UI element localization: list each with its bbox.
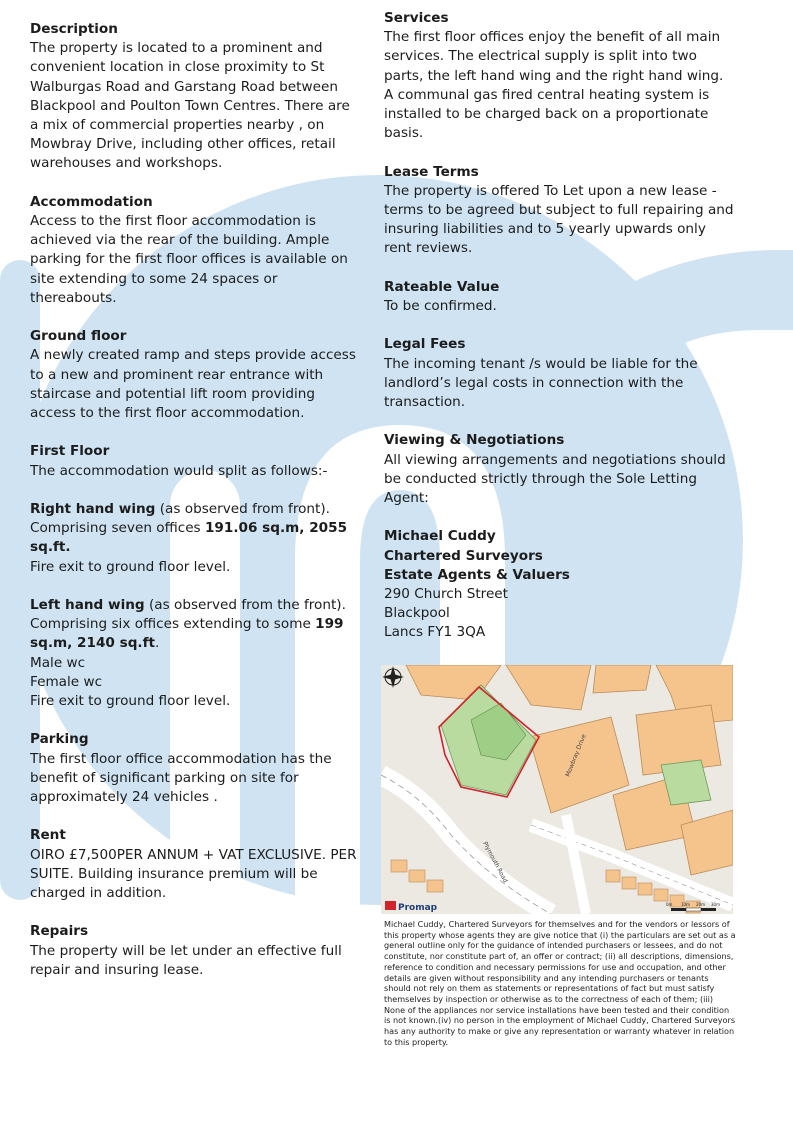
left-hand-wing-section	[30, 596, 360, 711]
services-heading: Services	[384, 10, 449, 26]
legal-fees-heading: Legal Fees	[384, 336, 466, 353]
rateable-value-section	[384, 278, 736, 316]
right-wing-title-note: (as observed from front).	[155, 501, 331, 518]
map-scale-tick-0: 0m	[666, 902, 673, 907]
right-hand-wing-section	[30, 500, 360, 577]
accommodation-section	[30, 193, 360, 308]
left-wing-title-line	[30, 596, 360, 615]
lease-terms-heading: Lease Terms	[384, 163, 479, 180]
location-map-drawing	[381, 665, 733, 914]
repairs-text: The property will be let under an effective full repair and insuring lease.	[30, 942, 342, 978]
right-wing-size: 191.06 sq.m, 2055 sq.ft.	[30, 520, 348, 556]
left-wing-size-end: .	[155, 635, 160, 652]
agent-address-postcode: Lancs FY1 3QA	[384, 624, 486, 641]
accommodation-heading: Accommodation	[30, 193, 153, 210]
rent-heading: Rent	[30, 827, 66, 844]
services-section	[384, 9, 736, 143]
map-scale-tick-3: 30m	[711, 902, 720, 907]
right-column	[384, 9, 736, 662]
rateable-value-heading: Rateable Value	[384, 278, 500, 295]
viewing-text: All viewing arrangements and negotiations should be conducted strictly through the Sole Letting Agent:	[384, 451, 726, 507]
left-wing-size-line	[30, 615, 360, 653]
right-wing-title-line	[30, 500, 360, 519]
description-heading: Description	[30, 21, 118, 37]
right-wing-comprising: Comprising seven offices	[30, 520, 205, 537]
lease-terms-section	[384, 163, 736, 259]
rent-text: OIRO £7,500PER ANNUM + VAT EXCLUSIVE. PER SUITE. Building insurance premium will be charged in addition.	[30, 846, 357, 902]
left-column	[30, 20, 360, 999]
parking-text: The first floor office accommodation has the benefit of significant parking on site for approximately 24 vehicles .	[30, 750, 332, 806]
left-wing-title-note: (as observed from the front).	[144, 597, 346, 614]
location-map	[381, 665, 733, 914]
left-wing-title: Left hand wing	[30, 597, 145, 614]
rent-section	[30, 826, 360, 903]
first-floor-text: The accommodation would split as follows:-	[30, 462, 328, 479]
accommodation-text: Access to the first floor accommodation is achieved via the rear of the building. Ample parking for the first floor offices is available on site extending to some 24 spaces or thereabouts.	[30, 213, 348, 306]
ground-floor-text: A newly created ramp and steps provide access to a new and prominent rear entrance with staircase and potential lift room providing access to the first floor accommodation.	[30, 347, 356, 422]
viewing-section	[384, 431, 736, 508]
agent-block	[384, 527, 736, 642]
lease-terms-text: The property is offered To Let upon a new lease - terms to be agreed but subject to full repairing and insuring liabilities and to 5 yearly upwards only rent reviews.	[384, 182, 734, 257]
description-section	[30, 20, 360, 174]
right-wing-title: Right hand wing	[30, 501, 156, 518]
description-text: The property is located to a prominent and convenient location in close proximity to St Walburgas Road and Garstang Road between Blackpool and Poulton Town Centres. There are a mix of commercial properties nearby , on Mowbray Drive, including other offices, retail warehouses and workshops.	[30, 40, 350, 172]
first-floor-heading: First Floor	[30, 443, 110, 460]
agent-title-1: Chartered Surveyors	[384, 547, 543, 564]
left-wing-male-wc: Male wc	[30, 654, 86, 671]
viewing-heading: Viewing & Negotiations	[384, 432, 565, 449]
rateable-value-text: To be confirmed.	[384, 298, 497, 315]
parking-heading: Parking	[30, 731, 89, 748]
legal-fees-text: The incoming tenant /s would be liable for the landlord’s legal costs in connection with the transaction.	[384, 355, 698, 411]
legal-fees-section	[384, 335, 736, 412]
ground-floor-heading: Ground floor	[30, 328, 127, 345]
services-text: The first floor offices enjoy the benefit of all main services. The electrical supply is split into two parts, the left hand wing and the right hand wing.	[384, 29, 724, 84]
map-road-label-mowbray: Mowbray Drive	[564, 733, 588, 778]
left-wing-fire-exit: Fire exit to ground floor level.	[30, 693, 231, 710]
left-wing-size: 199 sq.m, 2140 sq.ft	[30, 616, 344, 652]
agent-name: Michael Cuddy	[384, 528, 496, 545]
map-scale-tick-1: 10m	[681, 902, 690, 907]
agent-title-2: Estate Agents & Valuers	[384, 566, 570, 583]
map-road-label-plymouth: Plymouth Road	[481, 840, 509, 884]
repairs-section	[30, 922, 360, 980]
agent-address-town: Blackpool	[384, 605, 450, 622]
map-scale-tick-2: 20m	[696, 902, 705, 907]
disclaimer-text: Michael Cuddy, Chartered Surveyors for themselves and for the vendors or lessors of this property whose agents they are give notice that (i) the particulars are set out as a general outline only for the guidance of intended purchasers or lessees, and do not constitute, nor constitute part of, an offer or contract; (ii) all descriptions, dimensions, reference to condition and necessary permissions for use and occupation, and other details are given without responsibility and any intending purchasers or tenants should not rely on them as statements or representations of fact but must satisfy themselves by inspection or otherwise as to the correctness of each of them; (iii) None of the appliances nor service installations have been tested and their condition is not known.(iv) no person in the employment of Michael Cuddy, Chartered Surveyors has any authority to make or give any representation or warranty whatever in relation to this property.	[384, 919, 736, 1047]
promap-logo-text: Promap	[398, 903, 438, 913]
first-floor-section	[30, 442, 360, 480]
services-text-heating: A communal gas fired central heating system is installed to be charged back on a proportionate basis.	[384, 86, 710, 142]
left-wing-comprising: Comprising six offices extending to some	[30, 616, 316, 633]
left-wing-female-wc: Female wc	[30, 673, 103, 690]
repairs-heading: Repairs	[30, 923, 89, 940]
ground-floor-section	[30, 327, 360, 423]
agent-address-street: 290 Church Street	[384, 586, 508, 603]
right-wing-size-line	[30, 519, 360, 557]
parking-section	[30, 730, 360, 807]
right-wing-note: Fire exit to ground floor level.	[30, 558, 231, 575]
